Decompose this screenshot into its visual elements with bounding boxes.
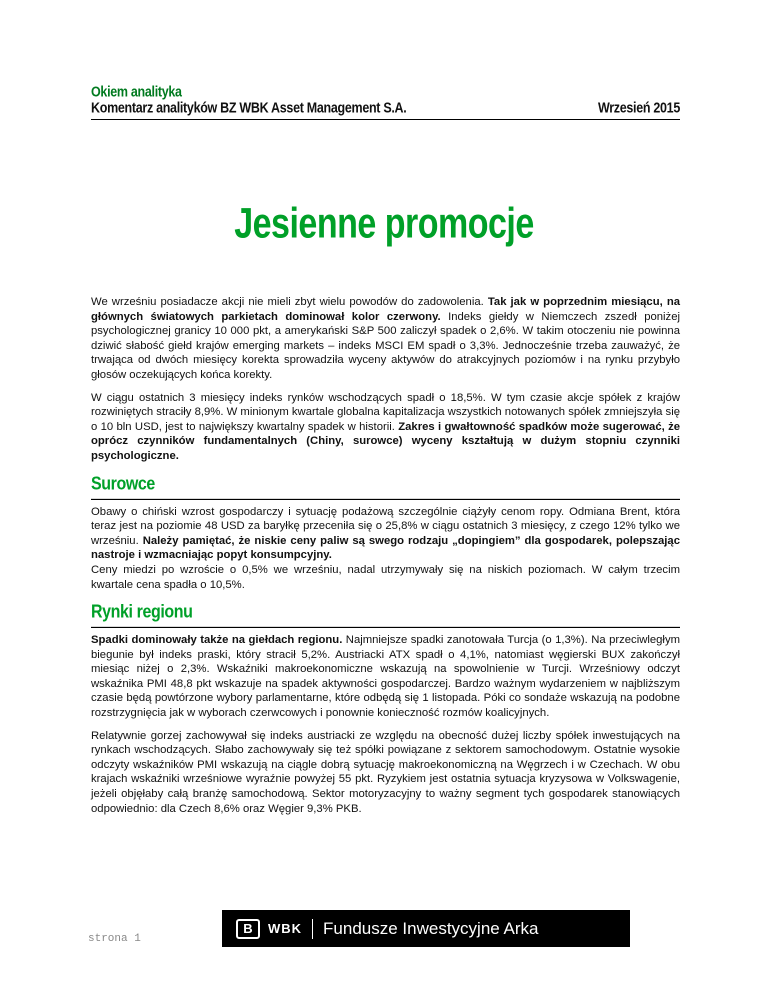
p1-text-c: Indeks giełdy w Niemczech zszedł poniżej psychologicznej granicy 10 000 pkt, a amerykański S&P 500 zaliczył spadek o 2,6%. W takim otoczeniu nie powinna dziwić słabość giełd krajów emerging markets – indeks MSCI EM spadł o 3,3%. Jednocześnie trzeba zauważyć, że trwająca od dwóch miesięcy korekta sprowadziła wyceny aktywów do atrakcyjnych poziomów i na rynku przybyło głosów oczekujących końca korekty. (91, 310, 680, 381)
brand-name: Fundusze Inwestycyjne Arka (323, 918, 539, 938)
header-subtitle: Komentarz analityków BZ WBK Asset Management S.A. (91, 100, 407, 117)
paragraph-5: Relatywnie gorzej zachowywał się indeks austriacki ze względu na obecność dużej liczby spółek inwestujących na rynkach wschodzących. Słabo zachowywały się też spółki powiązane z sektorem samochodowym. Ostatnie wysokie odczyty wskaźników PMI wskazują na ciągle dobrą sytuację makroekonomiczną na Węgrzech i w Czechach. W obu krajach wskaźniki wrześniowe wyraźnie powyżej 55 pkt. Ryzykiem jest ostatnia sytuacja kryzysowa w Volkswagenie, jeżeli objęłaby całą branżę samochodową. Sektor motoryzacyjny to ważny segment tych gospodarek stanowiących odpowiednio: dla Czech 8,6% oraz Węgier 9,3% PKB. (91, 729, 680, 815)
paragraph-4 (91, 633, 680, 721)
footer-logo-bar (222, 910, 630, 947)
p1-bold: Tak jak w poprzednim miesiącu, na głównych światowych parkietach dominował kolor czerwony. (91, 296, 680, 323)
p1-text-a: We wrześniu posiadacze akcji nie mieli zbyt wielu powodów do zadowolenia. (91, 296, 488, 308)
p4-text-b: Najmniejsze spadki zanotowała Turcja (o 1,3%). Na przeciwległym biegunie był indeks praski, który stracił 5,2%. Austriacki ATX spadł o 4,1%, natomiast węgierski BUX zakończył miesiąc niżej o 2,3%. Wskaźniki makroekonomiczne wskazują na spowolnienie w Turcji. Wrześniowy odczyt wskaźnika PMI 48,8 pkt wskazuje na spadek aktywności gospodarczej. Bardzo ważnym wydarzeniem w najbliższym czasie będą powtórzone wybory parlamentarne, które odbędą się 1 listopada. Póki co sondaże wskazują na podobne rozstrzygnięcia jak w wyborach czerwcowych i ponownie konieczność rozmów koalicyjnych. (91, 634, 681, 720)
paragraph-2 (91, 391, 680, 464)
bz-logo-icon: B (236, 919, 260, 939)
paragraph-1 (91, 295, 680, 383)
header-row (91, 100, 680, 116)
page-number: strona 1 (88, 933, 141, 945)
logo-separator (312, 919, 313, 939)
p2-text-a: W ciągu ostatnich 3 miesięcy indeks rynków wschodzących spadł o 18,5%. W tym czasie akcje spółek z krajów rozwiniętych straciły 8,9%. W minionym kwartale globalna kapitalizacja wszystkich notowanych spółek zmniejszyła się o 10 bln USD, jest to największy kwartalny spadek w historii. (91, 391, 680, 433)
header-date: Wrzesień 2015 (597, 100, 680, 117)
p3-bold: Należy pamiętać, że niskie ceny paliw są swego rodzaju „dopingiem” dla gospodarek, polepszając nastroje i wzmacniając popyt konsumpcyjny. (91, 534, 680, 562)
section-heading-surowce: Surowce (91, 474, 680, 499)
section-heading-rynki: Rynki regionu (91, 603, 680, 628)
header-rule (91, 119, 680, 120)
p3-text-a: Obawy o chiński wzrost gospodarczy i sytuację podażową szczególnie ciążyły cenom ropy. Odmiana Brent, która teraz jest na poziomie 48 USD za baryłkę przeceniła się o 25,8% w ciągu ostatnich 3 miesięcy, z czego 12% tylko we wrześniu. (91, 505, 680, 547)
p2-bold: Zakres i gwałtowność spadków może sugerować, że oprócz czynników fundamentalnych (Chiny, surowce) wyceny kształtują w dużym stopniu czynniki psychologiczne. (91, 420, 680, 462)
header-series: Okiem analityka (91, 84, 182, 101)
p3-text-c: Ceny miedzi po wzroście o 0,5% we wrześniu, nadal utrzymywały się na niskich poziomach. W całym trzecim kwartale cena spadła o 10,5%. (91, 563, 680, 591)
paragraph-3 (91, 505, 680, 593)
p4-bold: Spadki dominowały także na giełdach regionu. (91, 634, 343, 647)
page-title: Jesienne promocje (234, 200, 534, 248)
article-body (91, 295, 680, 824)
wbk-logo-text: WBK (268, 921, 303, 936)
